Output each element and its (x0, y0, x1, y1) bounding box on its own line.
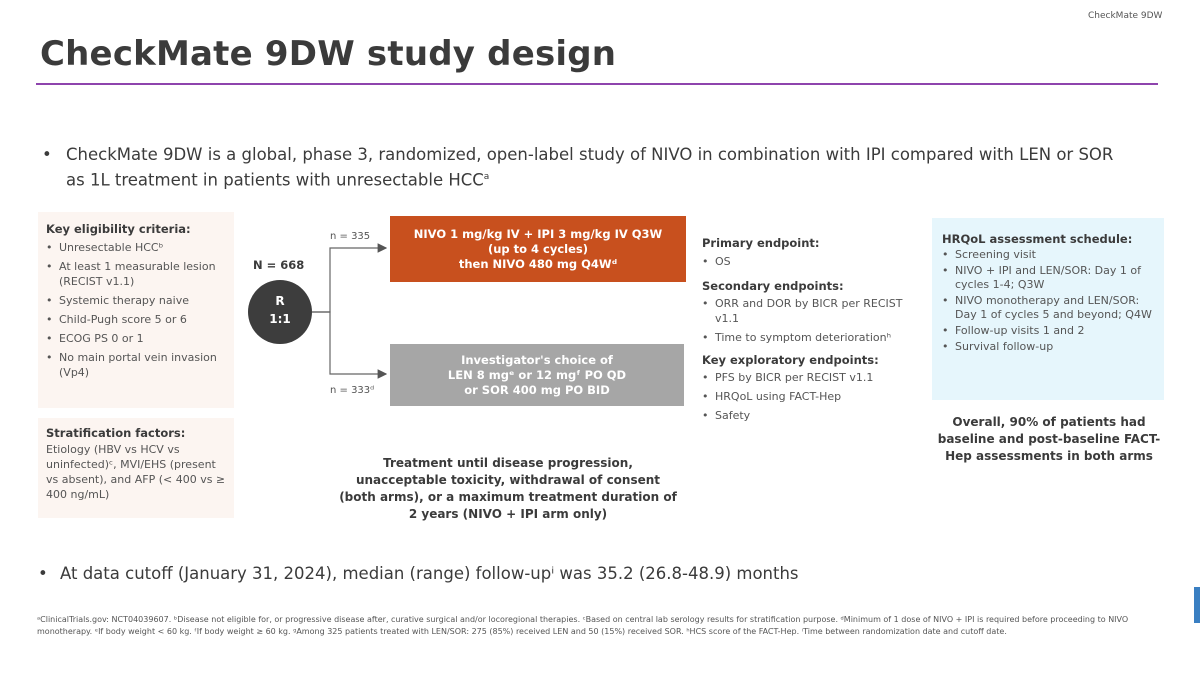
hrqol-item: • NIVO monotherapy and LEN/SOR: Day 1 of cycles 5 and beyond; Q4W (942, 294, 1156, 322)
randomization-label: R (275, 294, 285, 308)
hrqol-item: • NIVO + IPI and LEN/SOR: Day 1 of cycles 1-4; Q3W (942, 264, 1156, 292)
eligibility-item: • Unresectable HCCᵇ (46, 240, 230, 255)
endpoints-panel (702, 236, 924, 427)
n-lower: n = 333ᵈ (330, 385, 375, 396)
cutoff-bullet (38, 563, 1118, 585)
hrqol-title: HRQoL assessment schedule: (942, 232, 1133, 246)
secondary-endpoint-item: • Time to symptom deteriorationʰ (702, 330, 924, 345)
secondary-endpoints-title: Secondary endpoints: (702, 279, 844, 293)
hrqol-item: • Follow-up visits 1 and 2 (942, 324, 1156, 338)
nivo-arm-line3: then NIVO 480 mg Q4Wᵈ (458, 256, 618, 271)
hrqol-summary: Overall, 90% of patients had baseline and post-baseline FACT-Hep assessments in both arms (937, 415, 1161, 463)
primary-endpoint-title: Primary endpoint: (702, 236, 820, 250)
eligibility-item: • ECOG PS 0 or 1 (46, 331, 230, 346)
nivo-arm-line2: (up to 4 cycles) (487, 241, 589, 256)
exploratory-endpoint-item: • HRQoL using FACT-Hep (702, 389, 924, 404)
hrqol-panel (932, 218, 1164, 400)
exploratory-endpoints-title: Key exploratory endpoints: (702, 353, 879, 367)
randomization-ratio: 1:1 (269, 312, 291, 326)
hrqol-item: • Screening visit (942, 248, 1156, 262)
exploratory-endpoint-item: • Safety (702, 408, 924, 423)
eligibility-item: • Child-Pugh score 5 or 6 (46, 312, 230, 327)
intro-bullet-sup: a (483, 172, 490, 182)
arrow-to-control-arm (312, 312, 386, 374)
nivo-arm-box (390, 216, 686, 282)
arrow-to-nivo-arm (312, 248, 386, 312)
nivo-arm-line1: NIVO 1 mg/kg IV + IPI 3 mg/kg IV Q3W (413, 226, 663, 241)
bullet-dot: • (42, 145, 52, 164)
control-arm-line2: LEN 8 mgᵉ or 12 mgᶠ PO QD (447, 367, 627, 382)
control-arm-line3: or SOR 400 mg PO BID (464, 382, 610, 397)
treatment-note: Treatment until disease progression, unacceptable toxicity, withdrawal of consent (both arms), or a maximum treatment duration of 2 years (NIVO + IPI arm only) (339, 456, 677, 521)
exploratory-endpoints-list (702, 370, 924, 423)
slide-top-label: CheckMate 9DW (1088, 11, 1163, 21)
exploratory-endpoint-item: • PFS by BICR per RECIST v1.1 (702, 370, 924, 385)
control-arm-box (390, 344, 684, 406)
control-arm-line1: Investigator's choice of (461, 352, 613, 367)
hrqol-item: • Survival follow-up (942, 340, 1156, 354)
primary-endpoint-list (702, 254, 924, 269)
secondary-endpoints-list (702, 296, 924, 345)
cutoff-bullet-text: At data cutoff (January 31, 2024), median (range) follow-upⁱ was 35.2 (26.8-48.9) months (60, 564, 799, 583)
eligibility-item: • At least 1 measurable lesion (RECIST v1.1) (46, 259, 230, 289)
intro-bullet-text: CheckMate 9DW is a global, phase 3, randomized, open-label study of NIVO in combination with IPI compared with LEN or SOR as 1L treatment in patients with unresectable HCC (66, 145, 1114, 190)
eligibility-item: • No main portal vein invasion (Vp4) (46, 350, 230, 380)
n-total: N = 668 (253, 258, 305, 272)
edge-tab (1194, 587, 1200, 623)
stratification-title: Stratification factors: (46, 426, 186, 440)
bullet-dot: • (38, 564, 48, 583)
primary-endpoint-item: • OS (702, 254, 924, 269)
stratification-text: Etiology (HBV vs HCV vs uninfected)ᶜ, MVI/EHS (present vs absent), and AFP (< 400 vs ≥ 400 ng/mL) (46, 443, 226, 501)
hrqol-list (942, 248, 1156, 354)
footnotes: ᵃClinicalTrials.gov: NCT04039607. ᵇDisease not eligible for, or progressive disease after, curative surgical and/or locoregional therapies. ᶜBased on central lab serology results for stratification purpose. ᵈMinimum of 1 dose of NIVO + IPI is required before proceeding to NIVO monotherapy. ᵉIf body weight < 60 kg. ᶠIf body weight ≥ 60 kg. ᵍAmong 325 patients treated with LEN/SOR: 275 (85%) received LEN and 50 (15%) received SOR. ʰHCS score of the FACT-Hep. ⁱTime between randomization date and cutoff date. (37, 615, 1129, 636)
hrqol-content (942, 232, 1156, 356)
secondary-endpoint-item: • ORR and DOR by BICR per RECIST v1.1 (702, 296, 924, 326)
eligibility-item: • Systemic therapy naive (46, 293, 230, 308)
slide-title: CheckMate 9DW study design (40, 34, 617, 74)
eligibility-title: Key eligibility criteria: (46, 222, 191, 236)
n-upper: n = 335 (330, 231, 371, 242)
